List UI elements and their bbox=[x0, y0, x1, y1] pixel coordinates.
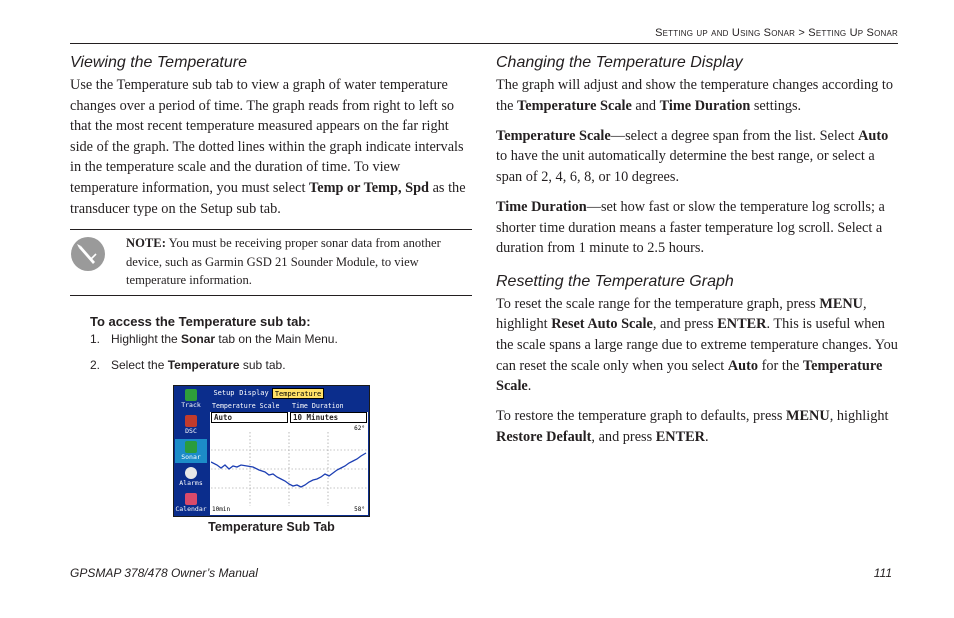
restore-paragraph: To restore the temperature graph to defaults, press MENU, highlight Restore Default, and press ENTER. bbox=[496, 408, 889, 445]
changing-display-heading: Changing the Temperature Display bbox=[496, 54, 743, 71]
duration-label: Time Duration bbox=[292, 402, 344, 410]
note-text: NOTE: You must be receiving proper sonar data from another device, such as Garmin GSD 21 Sounder Module, to view temperature information. bbox=[126, 236, 441, 288]
device-screenshot bbox=[173, 385, 370, 517]
temperature-panel bbox=[210, 401, 368, 515]
duration-value: 10 Minutes bbox=[290, 412, 367, 423]
changing-display-body: The graph will adjust and show the temperature changes according to the Temperature Scale and Time Duration settings. bbox=[496, 77, 894, 114]
menu-item-alarms: Alarms bbox=[175, 465, 207, 489]
footer-manual-title: GPSMAP 378/478 Owner’s Manual bbox=[70, 566, 258, 580]
procedure-steps bbox=[90, 331, 472, 373]
header-section: Setting up and Using Sonar bbox=[655, 27, 796, 39]
scale-label: Temperature Scale bbox=[212, 402, 280, 410]
alarm-clock-icon bbox=[185, 467, 197, 479]
tab-display: Display bbox=[239, 389, 269, 397]
graph-time-label: 10min bbox=[212, 506, 231, 513]
track-icon bbox=[185, 389, 197, 401]
scale-value: Auto bbox=[211, 412, 288, 423]
figure-caption: Temperature Sub Tab bbox=[208, 520, 335, 534]
header-rule bbox=[70, 43, 898, 44]
menu-item-sonar: Sonar bbox=[175, 439, 207, 463]
graph-top-temp: 62° bbox=[354, 425, 365, 432]
main-menu bbox=[174, 386, 208, 516]
temperature-graph bbox=[211, 432, 367, 506]
menu-item-dsc: DSC bbox=[175, 413, 207, 437]
temperature-line bbox=[211, 453, 366, 487]
sonar-icon bbox=[185, 441, 197, 453]
header-separator: > bbox=[795, 27, 809, 39]
note-box bbox=[70, 229, 472, 296]
viewing-temperature-body: Use the Temperature sub tab to view a graph of water temperature changes over a period of time. The graph reads from right to left so that the most recent temperature measured appears on the far right side of the graph. The dotted lines within the graph indicate intervals in the temperature scale and the duration of time. To view temperature information, you must select Temp or Temp, Spd as the transducer type on the Setup sub tab. bbox=[70, 77, 466, 217]
tab-temperature: Temperature bbox=[272, 388, 324, 399]
viewing-temperature-heading: Viewing the Temperature bbox=[70, 54, 247, 71]
step-2: 2. Select the Temperature sub tab. bbox=[90, 357, 286, 372]
note-pencil-icon bbox=[70, 236, 106, 272]
calendar-icon bbox=[185, 493, 197, 505]
header-subsection: Setting Up Sonar bbox=[808, 27, 898, 39]
graph-bottom-temp: 58° bbox=[354, 506, 365, 513]
menu-item-track: Track bbox=[175, 387, 207, 411]
tab-setup: Setup bbox=[213, 389, 235, 397]
running-header bbox=[70, 27, 898, 39]
left-column bbox=[70, 52, 472, 373]
procedure-title: To access the Temperature sub tab: bbox=[90, 313, 311, 329]
menu-item-calendar: Calendar bbox=[175, 491, 207, 515]
temperature-scale-paragraph: Temperature Scale—select a degree span from the list. Select Auto to have the unit automatically determine the best range, or select a span of 2, 4, 6, 8, or 10 degrees. bbox=[496, 127, 889, 185]
dsc-icon bbox=[185, 415, 197, 427]
time-duration-paragraph: Time Duration—set how fast or slow the temperature log scrolls; a shorter time duration means a faster temperature log scroll. Select a duration from 1 minute to 2.5 hours. bbox=[496, 198, 885, 257]
right-column bbox=[496, 52, 898, 447]
resetting-graph-heading: Resetting the Temperature Graph bbox=[496, 272, 734, 290]
footer-page-number: 111 bbox=[873, 566, 892, 580]
reset-paragraph: To reset the scale range for the temperature graph, press MENU, highlight Reset Auto Scale, and press ENTER. This is useful when the scale spans a large range due to extreme temperature changes. You can reset the scale only when you select Auto for the Temperature Scale. bbox=[496, 295, 898, 395]
step-1: 1. Highlight the Sonar tab on the Main Menu. bbox=[90, 331, 338, 346]
